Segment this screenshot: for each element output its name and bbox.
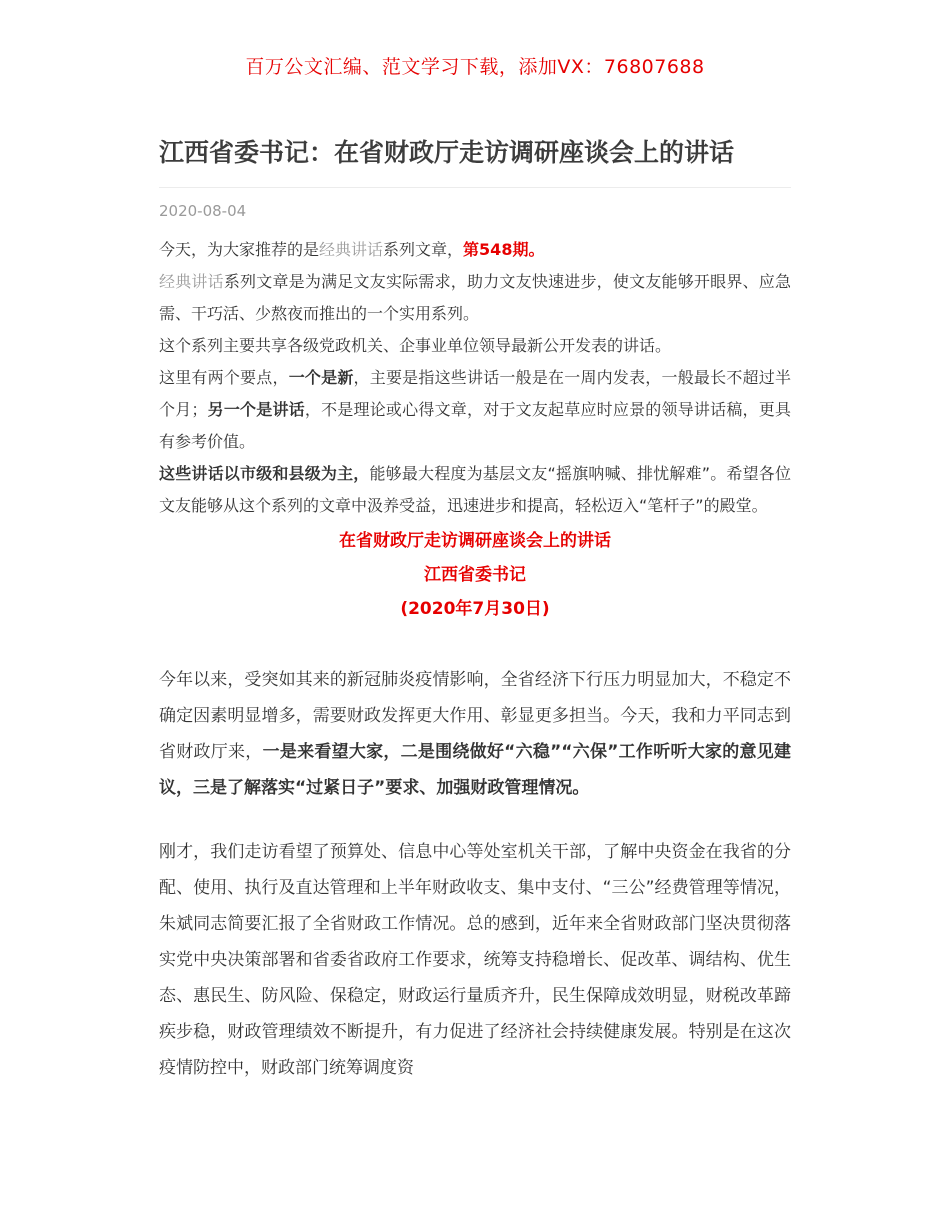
text-segment: 能够最大程度为基层文友“摇旗呐喊、排忧解难”。希望各位文友能够从这个系列的文章中汲养受益，迅速进步和提高，轻松迈入“笔杆子”的殿堂。 [159, 464, 791, 516]
speech-heading-block [159, 524, 791, 626]
text-segment: 系列文章是为满足文友实际需求，助力文友快速进步，使文友能够开眼界、应急需、干巧活、少熬夜而推出的一个实用系列。 [159, 272, 791, 324]
paragraph [159, 362, 791, 458]
text-segment: 第548期。 [463, 240, 545, 260]
text-segment: 这里有两个要点， [159, 368, 289, 388]
speech-section [159, 662, 791, 1086]
text-segment: 一个是新 [288, 368, 354, 388]
text-segment: ，主要是指这些讲话一般是在一周内发表，一般最长不超过半个月； [159, 368, 791, 420]
text-segment: 今天，为大家推荐的是 [159, 240, 320, 260]
article-content [159, 135, 791, 1086]
promo-banner-text: 百万公文汇编、范文学习下载，添加VX：76807688 [245, 56, 705, 78]
text-segment: 经典讲话 [159, 272, 224, 292]
paragraph [159, 266, 791, 330]
paragraph [159, 662, 791, 806]
text-segment: 刚才，我们走访看望了预算处、信息中心等处室机关干部，了解中央资金在我省的分配、使用、执行及直达管理和上半年财政收支、集中支付、“三公”经费管理等情况，朱斌同志简要汇报了全省财政工作情况。总的感到，近年来全省财政部门坚决贯彻落实党中央决策部署和省委省政府工作要求，统筹支持稳增长、促改革、调结构、优生态、惠民生、防风险、保稳定，财政运行量质齐升，民生保障成效明显，财税改革蹄疾步稳，财政管理绩效不断提升，有力促进了经济社会持续健康发展。特别是在这次疫情防控中，财政部门统筹调度资 [159, 842, 791, 1079]
text-segment: 系列文章， [383, 240, 464, 260]
text-segment: 经典讲话 [319, 240, 384, 260]
text-segment: 这个系列主要共享各级党政机关、企事业单位领导最新公开发表的讲话。 [159, 336, 672, 356]
text-segment: 今年以来，受突如其来的新冠肺炎疫情影响，全省经济下行压力明显加大，不稳定不确定因素明显增多，需要财政发挥更大作用、彰显更多担当。今天，我和力平同志到省财政厅来， [159, 670, 791, 763]
text-segment: ，不是理论或心得文章，对于文友起草应时应景的领导讲话稿，更具有参考价值。 [159, 400, 791, 452]
page-title: 江西省委书记：在省财政厅走访调研座谈会上的讲话 [159, 135, 791, 188]
speech-title: 在省财政厅走访调研座谈会上的讲话 [339, 531, 611, 552]
paragraph [159, 458, 791, 522]
text-segment: 一是来看望大家，二是围绕做好“六稳”“六保”工作听听大家的意见建议，三是了解落实“过紧日子”要求、加强财政管理情况。 [159, 742, 792, 799]
text-segment: 这些讲话以市级和县级为主， [159, 464, 370, 484]
text-segment: 另一个是讲话 [207, 400, 305, 420]
article-date: 2020-08-04 [159, 202, 247, 221]
speech-date: (2020年7月30日) [400, 599, 550, 620]
intro-section [159, 234, 791, 522]
paragraph [159, 834, 791, 1086]
speech-author: 江西省委书记 [424, 565, 526, 586]
paragraph [159, 234, 791, 266]
paragraph [159, 330, 791, 362]
